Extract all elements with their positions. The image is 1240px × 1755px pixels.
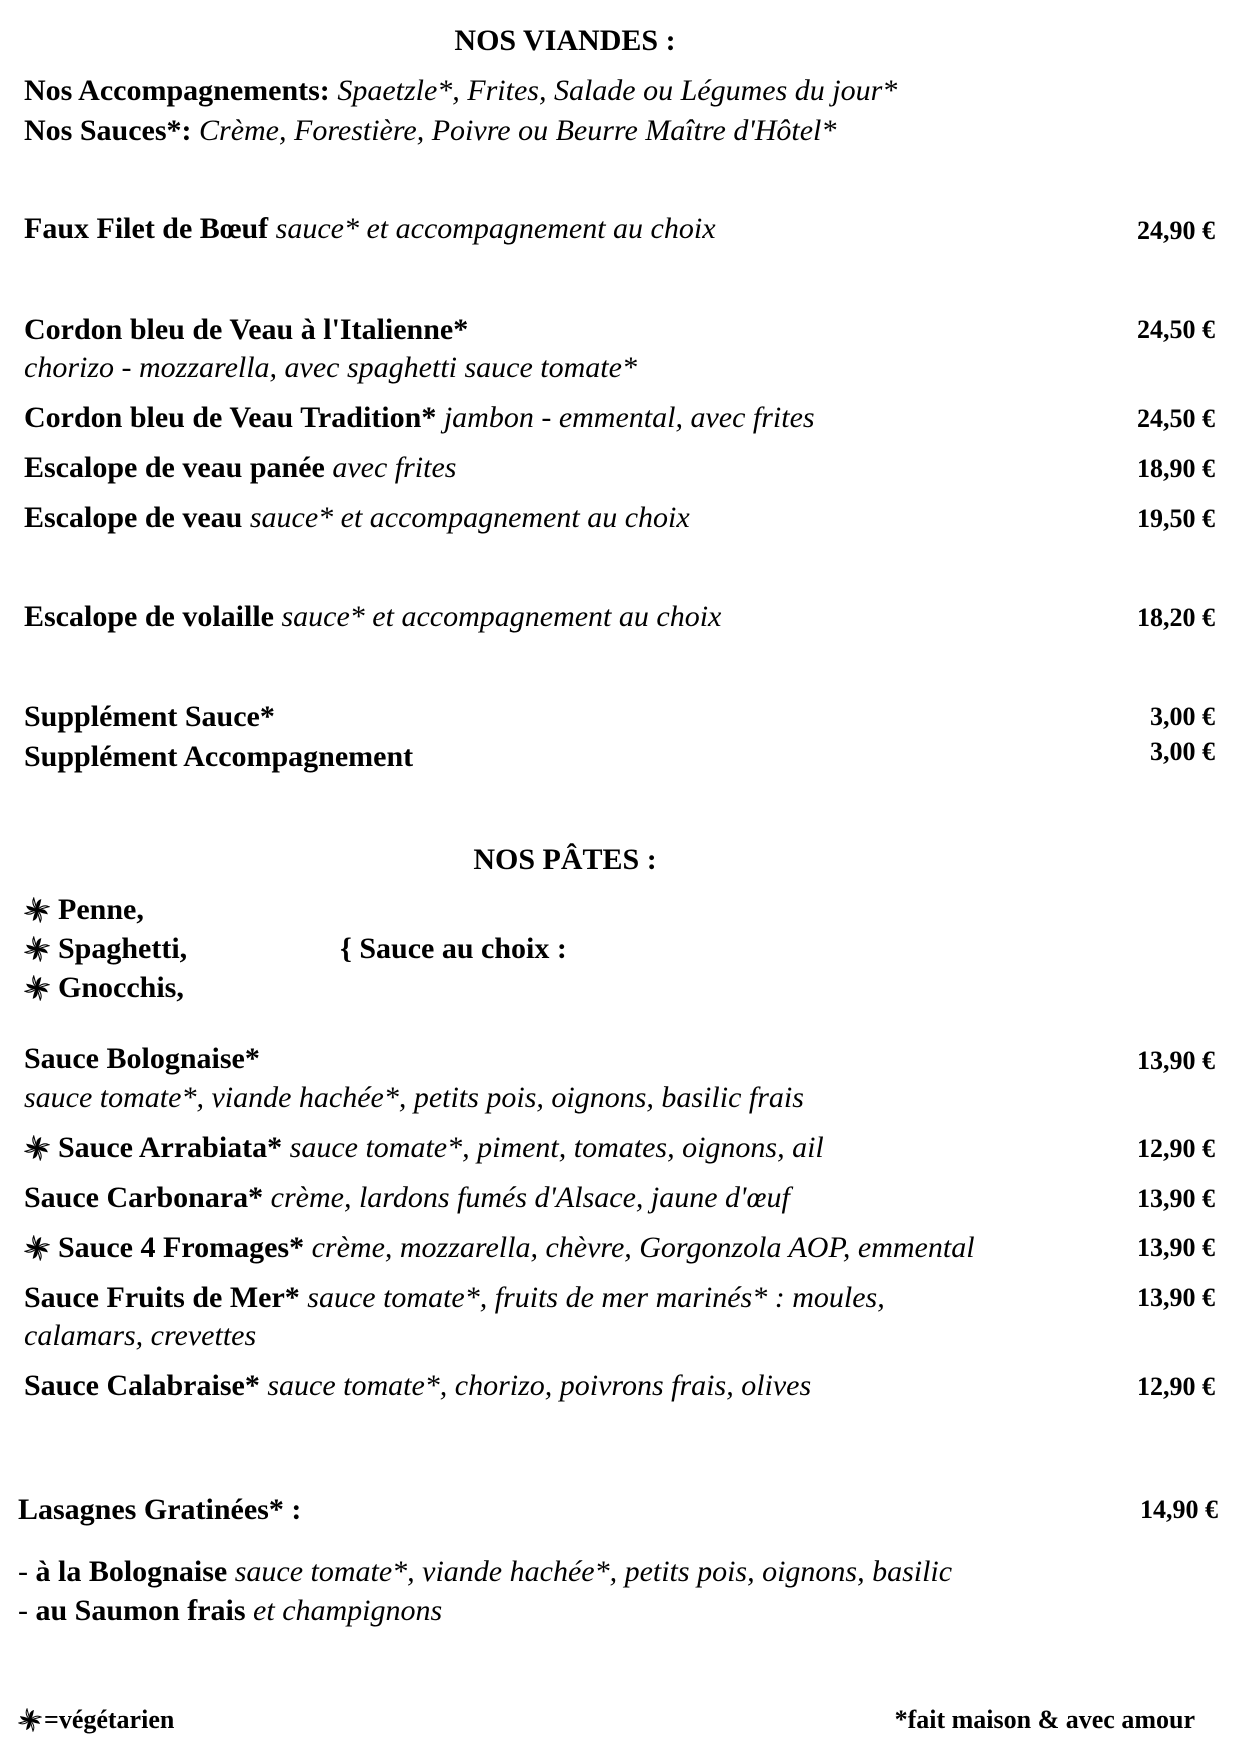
- option-name: au Saumon frais: [35, 1594, 246, 1627]
- pinwheel-icon: [24, 936, 50, 962]
- menu-item: [24, 1131, 824, 1165]
- sauces-text: Crème, Forestière, Poivre ou Beurre Maître d'Hôtel*: [191, 114, 837, 147]
- option-prefix: -: [18, 1555, 36, 1588]
- lasagne-option: [18, 1555, 952, 1589]
- lasagnes-title: Lasagnes Gratinées* :: [18, 1493, 302, 1526]
- menu-item: [24, 313, 468, 347]
- item-desc: chorizo - mozzarella, avec spaghetti sauce tomate*: [24, 351, 637, 384]
- pasta-type-label: Gnocchis,: [58, 971, 184, 1004]
- menu-item: [24, 212, 716, 246]
- pasta-type: [24, 971, 184, 1005]
- item-price: 19,50 €: [1137, 504, 1215, 533]
- menu-item: [24, 1181, 790, 1215]
- item-price: 18,90 €: [1137, 454, 1215, 483]
- vegetarian-legend-text: =végétarien: [44, 1705, 175, 1734]
- sauce-name: Sauce Carbonara*: [24, 1181, 264, 1214]
- item-name: Escalope de veau panée: [24, 451, 325, 484]
- pasta-type: [24, 893, 144, 927]
- sauce-price: 13,90 €: [1137, 1233, 1215, 1262]
- item-name: Cordon bleu de Veau Tradition*: [24, 401, 437, 434]
- pinwheel-icon: [18, 1708, 42, 1732]
- item-name: Escalope de veau: [24, 501, 243, 534]
- pasta-type-label: Penne,: [58, 893, 144, 926]
- supplement-price: 3,00 €: [1150, 737, 1215, 766]
- sauce-desc: crème, lardons fumés d'Alsace, jaune d'œuf: [263, 1181, 790, 1214]
- sauce-price: 12,90 €: [1137, 1134, 1215, 1163]
- item-price: 24,90 €: [1137, 216, 1215, 245]
- menu-item: [24, 401, 815, 435]
- pinwheel-icon: [24, 1235, 50, 1261]
- item-desc: sauce* et accompagnement au choix: [268, 212, 716, 245]
- supplement-name: Supplément Sauce*: [24, 700, 275, 733]
- sauce-desc: sauce tomate*, viande hachée*, petits pois, oignons, basilic frais: [24, 1081, 804, 1114]
- sauce-desc: sauce tomate*, fruits de mer marinés* : moules,: [299, 1281, 885, 1314]
- lasagnes-price: 14,90 €: [1140, 1495, 1218, 1524]
- section-title-pates: NOS PÂTES :: [473, 843, 657, 876]
- menu-item: [24, 600, 721, 634]
- option-desc: et champignons: [245, 1594, 443, 1627]
- pinwheel-icon: [24, 975, 50, 1001]
- item-desc: avec frites: [324, 451, 457, 484]
- pinwheel-icon: [24, 1135, 50, 1161]
- sauce-name: Sauce Calabraise*: [24, 1369, 260, 1402]
- item-price: 24,50 €: [1137, 315, 1215, 344]
- sauce-name: Sauce Arrabiata*: [58, 1131, 283, 1164]
- option-prefix: -: [18, 1594, 36, 1627]
- option-desc: sauce tomate*, viande hachée*, petits pois, oignons, basilic: [227, 1555, 953, 1588]
- sauce-price: 13,90 €: [1137, 1184, 1215, 1213]
- pasta-type: [24, 932, 187, 966]
- homemade-note: *fait maison & avec amour: [894, 1705, 1195, 1734]
- sauce-choice-label: { Sauce au choix :: [340, 932, 567, 965]
- menu-item: [24, 451, 456, 485]
- supplement-name: Supplément Accompagnement: [24, 740, 414, 773]
- sauce-name: Sauce Bolognaise*: [24, 1042, 260, 1075]
- sauce-desc: crème, mozzarella, chèvre, Gorgonzola AOP, emmental: [304, 1231, 975, 1264]
- item-desc: jambon - emmental, avec frites: [436, 401, 815, 434]
- item-price: 24,50 €: [1137, 404, 1215, 433]
- sauces-label: Nos Sauces*:: [24, 114, 192, 147]
- section-title-viandes: NOS VIANDES :: [454, 24, 676, 57]
- menu-item: [24, 1281, 885, 1315]
- sauce-desc: sauce tomate*, piment, tomates, oignons, ail: [282, 1131, 824, 1164]
- menu-item: [24, 501, 690, 535]
- supplement-price: 3,00 €: [1150, 702, 1215, 731]
- item-desc: sauce* et accompagnement au choix: [242, 501, 690, 534]
- sauce-name: Sauce Fruits de Mer*: [24, 1281, 300, 1314]
- item-price: 18,20 €: [1137, 603, 1215, 632]
- sauce-desc: sauce tomate*, chorizo, poivrons frais, olives: [259, 1369, 812, 1402]
- lasagne-option: [18, 1594, 442, 1628]
- sauce-name: Sauce 4 Fromages*: [58, 1231, 305, 1264]
- item-desc: sauce* et accompagnement au choix: [274, 600, 722, 633]
- menu-item: [24, 1231, 975, 1265]
- pinwheel-icon: [24, 897, 50, 923]
- vegetarian-legend: [18, 1705, 174, 1735]
- accompaniments-line: [24, 74, 897, 108]
- item-name: Faux Filet de Bœuf: [24, 212, 269, 245]
- pasta-type-label: Spaghetti,: [58, 932, 188, 965]
- option-name: à la Bolognaise: [35, 1555, 228, 1588]
- accompaniments-label: Nos Accompagnements:: [24, 74, 330, 107]
- sauce-price: 13,90 €: [1137, 1046, 1215, 1075]
- accompaniments-text: Spaetzle*, Frites, Salade ou Légumes du jour*: [329, 74, 898, 107]
- sauce-price: 13,90 €: [1137, 1283, 1215, 1312]
- item-name: Cordon bleu de Veau à l'Italienne*: [24, 313, 469, 346]
- item-name: Escalope de volaille: [24, 600, 274, 633]
- sauce-desc-continued: calamars, crevettes: [24, 1319, 257, 1352]
- sauce-price: 12,90 €: [1137, 1372, 1215, 1401]
- menu-item: [24, 1369, 811, 1403]
- sauces-line: [24, 114, 836, 148]
